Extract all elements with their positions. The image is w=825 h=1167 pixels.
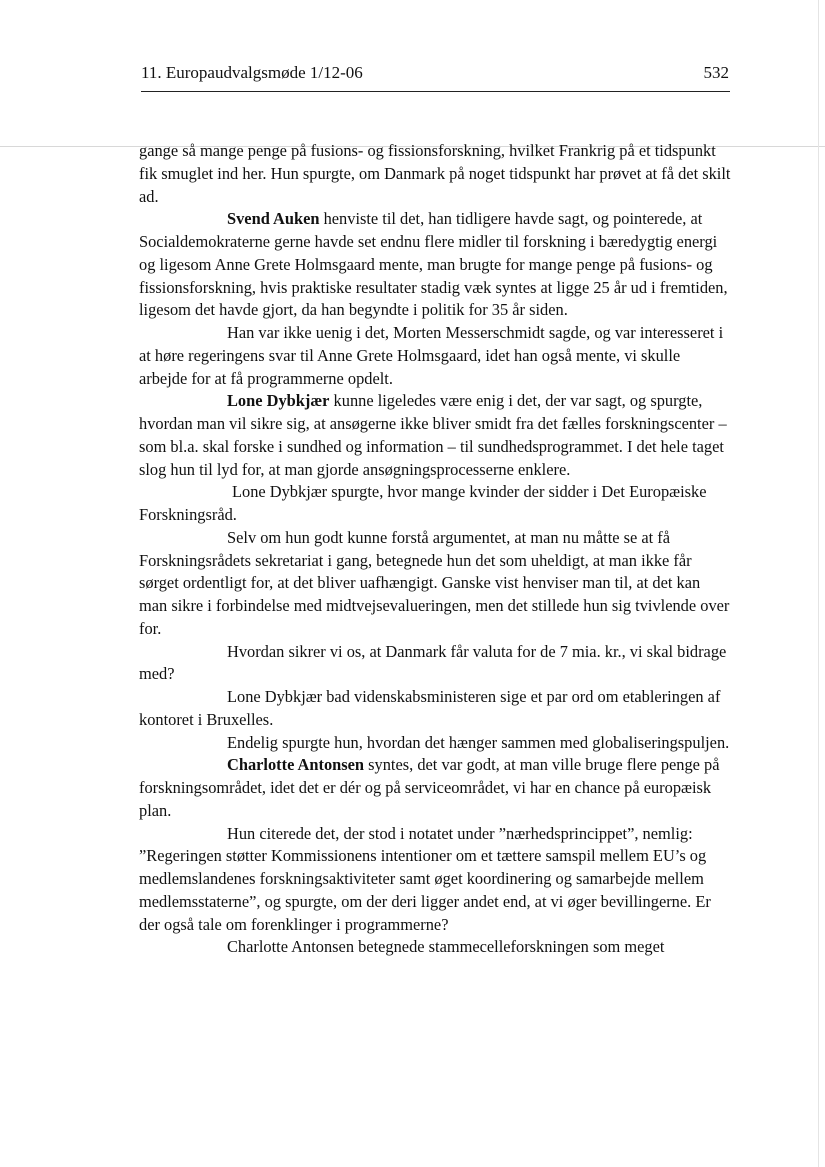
speaker-name: Charlotte Antonsen bbox=[227, 755, 365, 775]
paragraph bbox=[139, 527, 731, 641]
speaker-name: Lone Dybkjær bbox=[227, 391, 330, 411]
paragraph-text: Endelig spurgte hun, hvordan det hænger sammen med globaliseringspuljen. bbox=[227, 732, 730, 752]
paragraph bbox=[139, 208, 731, 322]
paragraph-text: Lone Dybkjær spurgte, hvor mange kvinder der sidder i Det Europæiske Forskningsråd. bbox=[139, 482, 707, 524]
paragraph-text: syntes, det var godt, at man ville bruge flere penge på forskningsområdet, idet det er dér og på serviceområdet, vi har en chance på europæisk plan. bbox=[139, 755, 720, 820]
paragraph bbox=[139, 732, 731, 755]
paragraph bbox=[139, 481, 731, 527]
paragraph-text: Selv om hun godt kunne forstå argumentet, at man nu måtte se at få Forskningsrådets sekretariat i gang, betegnede hun det som uheldigt, at man ikke får sørget ordentligt for, at det bliver uafhængigt. Ganske vist henviser man til, at det kan man sikre i forbindelse med midtvejsevalueringen, men det stillede hun sig tvivlende over for. bbox=[139, 527, 730, 638]
paragraph-text: Hvordan sikrer vi os, at Danmark får valuta for de 7 mia. kr., vi skal bidrage med? bbox=[139, 641, 727, 684]
page-number: 532 bbox=[703, 63, 729, 82]
paragraph-text: gange så mange penge på fusions- og fissionsforskning, hvilket Frankrig på et tidspunkt fik smuglet ind her. Hun spurgte, om Danmark på noget tidspunkt har prøvet at få det skilt ad. bbox=[139, 141, 731, 206]
paragraph bbox=[139, 322, 731, 390]
scan-edge-line bbox=[818, 0, 819, 1167]
paragraph bbox=[139, 140, 731, 208]
paragraph bbox=[139, 641, 731, 687]
page-header bbox=[141, 63, 729, 87]
paragraph bbox=[139, 754, 731, 822]
paragraph bbox=[139, 823, 731, 937]
paragraph bbox=[139, 936, 731, 959]
paragraph-text: Charlotte Antonsen betegnede stammecelleforskningen som meget bbox=[227, 937, 665, 957]
header-rule bbox=[141, 91, 730, 92]
header-title: 11. Europaudvalgsmøde 1/12-06 bbox=[141, 63, 363, 82]
paragraph-text: Lone Dybkjær bad videnskabsministeren sige et par ord om etableringen af kontoret i Bruxelles. bbox=[139, 687, 721, 729]
speaker-name: Svend Auken bbox=[227, 209, 320, 229]
paragraph bbox=[139, 686, 731, 732]
paragraph-text: Hun citerede det, der stod i notatet under ”nærhedsprincippet”, nemlig: ”Regeringen støtter Kommissionens intentioner om et tættere samspil mellem EU’s og medlemslandenes forskningsaktiviteter samt øget koordinering og samarbejde mellem medlemsstaterne”, og spurgte, om der deri ligger andet end, at vi øger bevillingerne. Er der også tale om forenklinger i programmerne? bbox=[139, 823, 711, 934]
document-body bbox=[139, 140, 731, 959]
paragraph-text: kunne ligeledes være enig i det, der var sagt, og spurgte, hvordan man vil sikre sig, at ansøgerne ikke bliver smidt fra det fælles forskningscenter – som bl.a. skal forske i sundhed og information – til sundhedsprogrammet. I det hele taget slog hun til lyd for, at man gjorde ansøgningsprocesserne enklere. bbox=[139, 391, 727, 479]
paragraph bbox=[139, 390, 731, 481]
paragraph-text: Han var ikke uenig i det, Morten Messerschmidt sagde, og var interesseret i at høre regeringens svar til Anne Grete Holmsgaard, idet han også mente, vi skulle arbejde for at få programmerne opdelt. bbox=[139, 323, 724, 388]
paragraph-text: henviste til det, han tidligere havde sagt, og pointerede, at Socialdemokraterne gerne havde set endnu flere midler til forskning i bæredygtig energi og ligesom Anne Grete Holmsgaard mente, man brugte for mange penge på fusions- og fissionsforskning, hvis praktiske resultater stadig væk syntes at ligge 25 år ud i fremtiden, ligesom det havde gjort, da han begyndte i politik for 35 år siden. bbox=[139, 209, 728, 320]
